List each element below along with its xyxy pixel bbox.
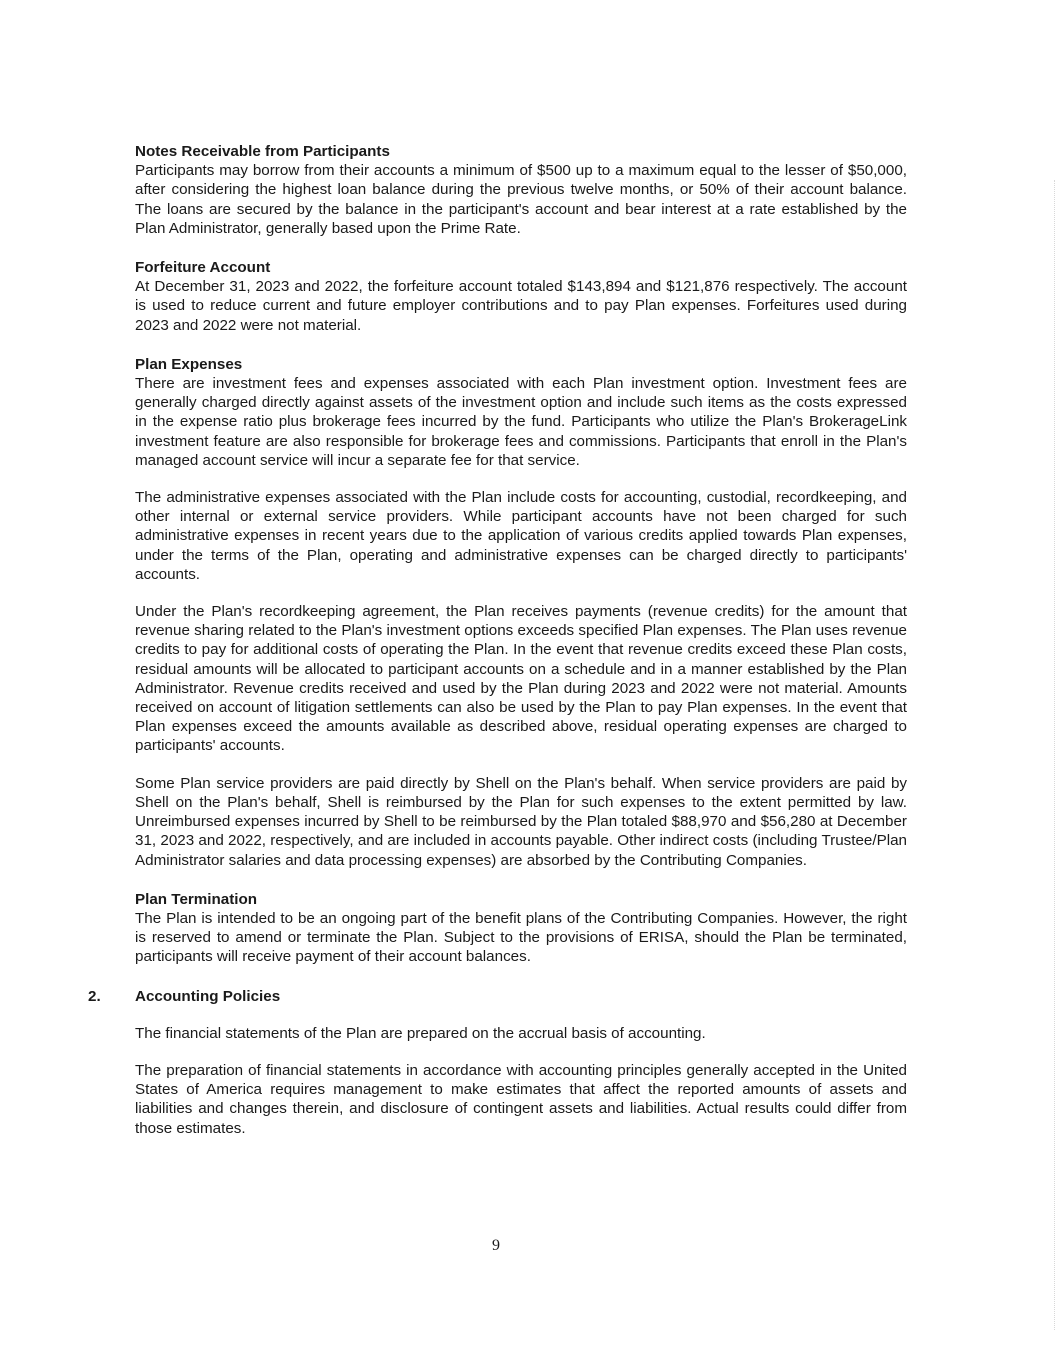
section-plan-expenses [135,355,907,870]
page-number: 9 [492,1237,500,1254]
section-paragraph: There are investment fees and expenses associated with each Plan investment option. Investment fees are generally charged directly against assets of the investment option and include such items as the costs expressed in the expense ratio plus brokerage fees incurred by the fund. Participants who utilize the Plan's BrokerageLink investment feature are also responsible for brokerage fees and commissions. Participants that enroll in the Plan's managed account service will incur a separate fee for that service. [135,375,907,469]
page-content [88,142,907,1138]
section-paragraph: The financial statements of the Plan are prepared on the accrual basis of accounting. [135,1024,706,1042]
scan-edge-artifact [1053,180,1055,1330]
section-paragraph: Some Plan service providers are paid directly by Shell on the Plan's behalf. When service providers are paid by Shell on the Plan's behalf, Shell is reimbursed by the Plan for such expenses to the extent permitted by law. Unreimbursed expenses incurred by Shell to be reimbursed by the Plan totaled $88,970 and $56,280 at December 31, 2023 and 2022, respectively, and are included in accounts payable. Other indirect costs (including Trustee/Plan Administrator salaries and data processing expenses) are absorbed by the Contributing Companies. [135,774,907,869]
section-heading: Plan Termination [135,890,258,908]
section-accounting-policies [88,987,907,1138]
section-heading: Forfeiture Account [135,259,271,277]
section-plan-termination [135,890,907,967]
section-heading: Plan Expenses [135,355,243,373]
section-forfeiture-account [135,258,907,335]
section-paragraph: The Plan is intended to be an ongoing part of the benefit plans of the Contributing Companies. However, the right is reserved to amend or terminate the Plan. Subject to the provisions of ERISA, should the Plan be terminated, participants will receive payment of their account balances. [135,909,907,966]
section-paragraph: Under the Plan's recordkeeping agreement, the Plan receives payments (revenue credits) for the amount that revenue sharing related to the Plan's investment options exceeds specified Plan expenses. The Plan uses revenue credits to pay for additional costs of operating the Plan. In the event that revenue credits exceed these Plan costs, residual amounts will be allocated to participant accounts on a schedule and in a manner established by the Plan Administrator. Revenue credits received and used by the Plan during 2023 and 2022 were not material. Amounts received on account of litigation settlements can also be used by the Plan to pay Plan expenses. In the event that Plan expenses exceed the amounts available as described above, residual operating expenses are charged to participants' accounts. [135,603,907,755]
section-notes-receivable [135,142,907,238]
section-heading: Accounting Policies [135,987,281,1005]
section-paragraph: Participants may borrow from their accounts a minimum of $500 up to a maximum equal to the lesser of $50,000, after considering the highest loan balance during the previous twelve months, or 50% of their account balance. The loans are secured by the balance in the participant's account and bear interest at a rate established by the Plan Administrator, generally based upon the Prime Rate. [135,162,907,237]
section-number: 2. [88,987,101,1005]
section-heading: Notes Receivable from Participants [135,143,390,160]
section-paragraph: At December 31, 2023 and 2022, the forfeiture account totaled $143,894 and $121,876 respectively. The account is used to reduce current and future employer contributions and to pay Plan expenses. Forfeitures used during 2023 and 2022 were not material. [135,278,907,334]
section-paragraph: The preparation of financial statements in accordance with accounting principles generally accepted in the United States of America requires management to make estimates that affect the reported amounts of assets and liabilities and changes therein, and disclosure of contingent assets and liabilities. Actual results could differ from those estimates. [135,1061,907,1137]
section-paragraph: The administrative expenses associated with the Plan include costs for accounting, custodial, recordkeeping, and other internal or external service providers. While participant accounts have not been charged for such administrative expenses in recent years due to the application of various credits applied towards Plan expenses, under the terms of the Plan, operating and administrative expenses can be charged directly to participants' accounts. [135,489,907,583]
